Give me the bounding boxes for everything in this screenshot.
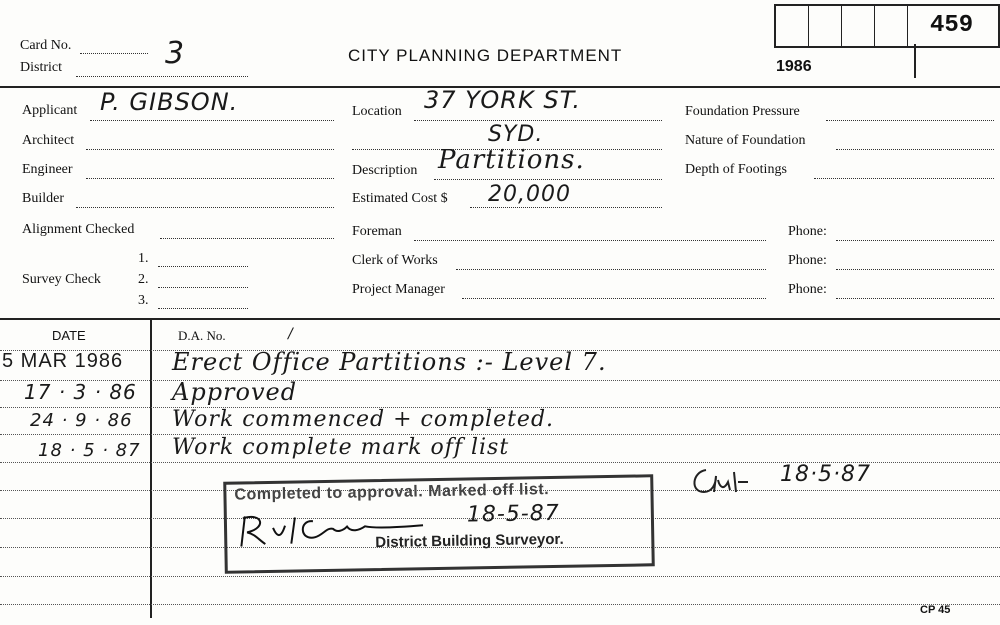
log-row-1-text: Erect Office Partitions :- Level 7. [172, 348, 607, 376]
description-value: Partitions. [438, 145, 585, 175]
year: 1986 [776, 58, 812, 75]
card-number-boxes [774, 4, 1000, 48]
project-manager-label: Project Manager [352, 282, 445, 297]
log-row-4-date: 18 · 5 · 87 [38, 440, 141, 461]
department-title: CITY PLANNING DEPARTMENT [348, 46, 623, 65]
initials-signature [686, 462, 756, 498]
location-value-line1: 37 YORK ST. [424, 86, 582, 114]
log-row-4-text: Work complete mark off list [172, 435, 510, 460]
da-no-value: / [288, 326, 294, 342]
initials-date: 18·5·87 [780, 462, 871, 487]
builder-label: Builder [22, 191, 64, 206]
location-label: Location [352, 104, 402, 119]
alignment-label: Alignment Checked [22, 222, 135, 237]
district-label: District [20, 60, 62, 75]
nature-of-foundation-label: Nature of Foundation [685, 133, 806, 148]
log-row-3-date: 24 · 9 · 86 [30, 410, 133, 431]
date-header: DATE [52, 328, 86, 343]
architect-label: Architect [22, 133, 75, 148]
clerk-phone-label: Phone: [788, 253, 827, 268]
description-label: Description [352, 163, 418, 178]
approval-stamp [223, 474, 655, 573]
stamp-text: Completed to approval. Marked off list. [234, 481, 550, 504]
foreman-phone-label: Phone: [788, 224, 827, 239]
survey-label: Survey Check [22, 272, 101, 287]
log-row-3-text: Work commenced + completed. [172, 407, 555, 432]
date-column-divider [150, 318, 152, 618]
da-no-label: D.A. No. [178, 328, 226, 343]
cost-value: 20,000 [488, 182, 571, 207]
log-row-2-text: Approved [172, 378, 298, 406]
stamp-title: District Building Surveyor. [375, 530, 564, 552]
engineer-label: Engineer [22, 162, 73, 177]
card-no-value: 3 [165, 36, 186, 71]
card-number: 459 [930, 12, 974, 39]
log-row-2-date: 17 · 3 · 86 [24, 380, 137, 404]
foundation-pressure-label: Foundation Pressure [685, 104, 800, 119]
cost-label: Estimated Cost $ [352, 191, 448, 206]
survey-1: 1. [138, 251, 149, 266]
pm-phone-label: Phone: [788, 282, 827, 297]
clerk-label: Clerk of Works [352, 253, 438, 268]
applicant-value: P. GIBSON. [100, 88, 239, 116]
survey-3: 3. [138, 293, 149, 308]
stamp-date: 18-5-87 [466, 500, 560, 528]
form-code: CP 45 [920, 604, 951, 616]
depth-of-footings-label: Depth of Footings [685, 162, 787, 177]
applicant-label: Applicant [22, 103, 78, 118]
box-tick [914, 44, 916, 78]
survey-2: 2. [138, 272, 149, 287]
foreman-label: Foreman [352, 224, 402, 239]
card-no-label: Card No. [20, 38, 72, 53]
location-value-line2: SYD. [488, 122, 544, 147]
log-row-1-date: 5 MAR 1986 [2, 350, 124, 372]
